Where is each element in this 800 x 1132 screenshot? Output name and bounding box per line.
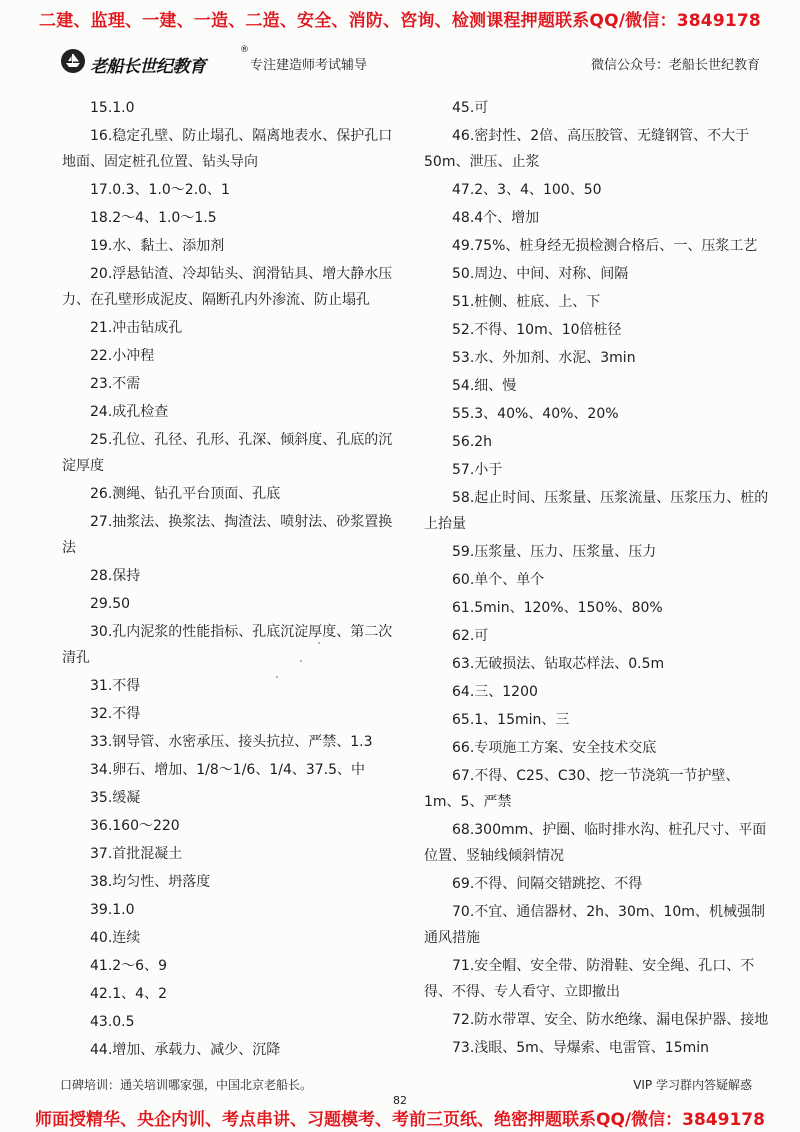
answer-item: 56.2h — [452, 434, 493, 450]
answer-item: 62.可 — [452, 628, 489, 644]
answer-item: 53.水、外加剂、水泥、3min — [452, 350, 636, 366]
answer-item: 54.细、慢 — [452, 378, 517, 394]
answer-item: 34.卵石、增加、1/8～1/6、1/4、37.5、中 — [90, 762, 366, 778]
page-header — [60, 44, 760, 80]
answer-item: 44.增加、承载力、减少、沉降 — [90, 1042, 281, 1058]
answer-item: 20.浮悬钻渣、冷却钻头、润滑钻具、增大静水压力、在孔壁形成泥皮、隔断孔内外渗流、防止塌孔 — [62, 266, 393, 308]
answer-item: 52.不得、10m、10倍桩径 — [452, 322, 622, 338]
answer-item: 16.稳定孔壁、防止塌孔、隔离地表水、保护孔口地面、固定桩孔位置、钻头导向 — [62, 128, 393, 170]
bottom-promo-banner: 师面授精华、央企内训、考点串讲、习题模考、考前三页纸、绝密押题联系QQ/微信：3849178 — [35, 1110, 765, 1130]
registered-mark: ® — [240, 45, 249, 55]
answer-item: 68.300mm、护圈、临时排水沟、桩孔尺寸、平面位置、竖轴线倾斜情况 — [424, 822, 767, 864]
answer-column-left — [62, 95, 402, 1065]
answer-item: 46.密封性、2倍、高压胶管、无缝钢管、不大于50m、泄压、止浆 — [424, 128, 750, 170]
logo-text: 老船长世纪教育 — [90, 57, 206, 77]
answer-item: 61.5min、120%、150%、80% — [452, 600, 663, 616]
answer-item: 35.缓凝 — [90, 790, 141, 806]
answer-item: 58.起止时间、压浆量、压浆流量、压浆压力、桩的上抬量 — [424, 490, 769, 532]
answer-item: 66.专项施工方案、安全技术交底 — [452, 740, 657, 756]
answer-item: 38.均匀性、坍落度 — [90, 874, 211, 890]
header-tagline: 专注建造师考试辅导 — [250, 58, 368, 73]
answer-column-right — [424, 95, 774, 1063]
scan-speck — [276, 676, 278, 678]
answer-item: 24.成孔检查 — [90, 404, 169, 420]
answer-item: 70.不宜、通信器材、2h、30m、10m、机械强制通风措施 — [424, 904, 765, 946]
answer-item: 59.压浆量、压力、压浆量、压力 — [452, 544, 657, 560]
answer-item: 26.测绳、钻孔平台顶面、孔底 — [90, 486, 281, 502]
ship-logo-icon — [60, 48, 86, 74]
answer-item: 45.可 — [452, 100, 489, 116]
answer-item: 69.不得、间隔交错跳挖、不得 — [452, 876, 643, 892]
answer-item: 43.0.5 — [90, 1014, 135, 1030]
answer-item: 36.160～220 — [90, 818, 180, 834]
footer-note: VIP 学习群内答疑解惑 — [633, 1078, 752, 1092]
scan-speck — [318, 642, 320, 644]
top-promo-banner: 二建、监理、一建、一造、二造、安全、消防、咨询、检测课程押题联系QQ/微信：3849178 — [39, 11, 761, 31]
answer-item: 18.2～4、1.0～1.5 — [90, 210, 217, 226]
answer-item: 17.0.3、1.0～2.0、1 — [90, 182, 230, 198]
answer-item: 22.小冲程 — [90, 348, 155, 364]
answer-item: 42.1、4、2 — [90, 986, 167, 1002]
scan-speck — [300, 660, 302, 662]
answer-item: 48.4个、增加 — [452, 210, 540, 226]
answer-item: 67.不得、C25、C30、挖一节浇筑一节护壁、1m、5、严禁 — [424, 768, 740, 810]
answer-item: 73.浅眼、5m、导爆索、电雷管、15min — [452, 1040, 710, 1056]
answer-item: 25.孔位、孔径、孔形、孔深、倾斜度、孔底的沉淀厚度 — [62, 432, 393, 474]
answer-item: 63.无破损法、钻取芯样法、0.5m — [452, 656, 665, 672]
answer-item: 29.50 — [90, 596, 131, 612]
answer-item: 37.首批混凝土 — [90, 846, 183, 862]
answer-item: 27.抽浆法、换浆法、掏渣法、喷射法、砂浆置换法 — [62, 514, 393, 556]
answer-item: 33.钢导管、水密承压、接头抗拉、严禁、1.3 — [90, 734, 373, 750]
answer-item: 51.桩侧、桩底、上、下 — [452, 294, 601, 310]
answer-item: 40.连续 — [90, 930, 141, 946]
answer-item: 60.单个、单个 — [452, 572, 545, 588]
answer-item: 30.孔内泥浆的性能指标、孔底沉淀厚度、第二次清孔 — [62, 624, 393, 666]
answer-item: 31.不得 — [90, 678, 141, 694]
page-number: 82 — [393, 1094, 407, 1107]
answer-item: 32.不得 — [90, 706, 141, 722]
answer-item: 65.1、15min、三 — [452, 712, 570, 728]
answer-item: 72.防水带罩、安全、防水绝缘、漏电保护器、接地 — [452, 1012, 769, 1028]
answer-item: 71.安全帽、安全带、防滑鞋、安全绳、孔口、不得、不得、专人看守、立即撤出 — [424, 958, 755, 1000]
footer-slogan: 口碑培训：通关培训哪家强，中国北京老船长。 — [60, 1078, 313, 1092]
answer-item: 39.1.0 — [90, 902, 135, 918]
answer-item: 23.不需 — [90, 376, 141, 392]
answer-item: 21.冲击钻成孔 — [90, 320, 183, 336]
answer-item: 19.水、黏土、添加剂 — [90, 238, 225, 254]
answer-item: 41.2～6、9 — [90, 958, 167, 974]
header-wechat: 微信公众号：老船长世纪教育 — [590, 58, 760, 73]
answer-item: 49.75%、桩身经无损检测合格后、一、压浆工艺 — [452, 238, 758, 254]
answer-item: 55.3、40%、40%、20% — [452, 406, 619, 422]
answer-item: 50.周边、中间、对称、间隔 — [452, 266, 629, 282]
answer-item: 15.1.0 — [90, 100, 135, 116]
answer-item: 28.保持 — [90, 568, 141, 584]
answer-item: 64.三、1200 — [452, 684, 538, 700]
answer-item: 57.小于 — [452, 462, 503, 478]
answer-item: 47.2、3、4、100、50 — [452, 182, 602, 198]
